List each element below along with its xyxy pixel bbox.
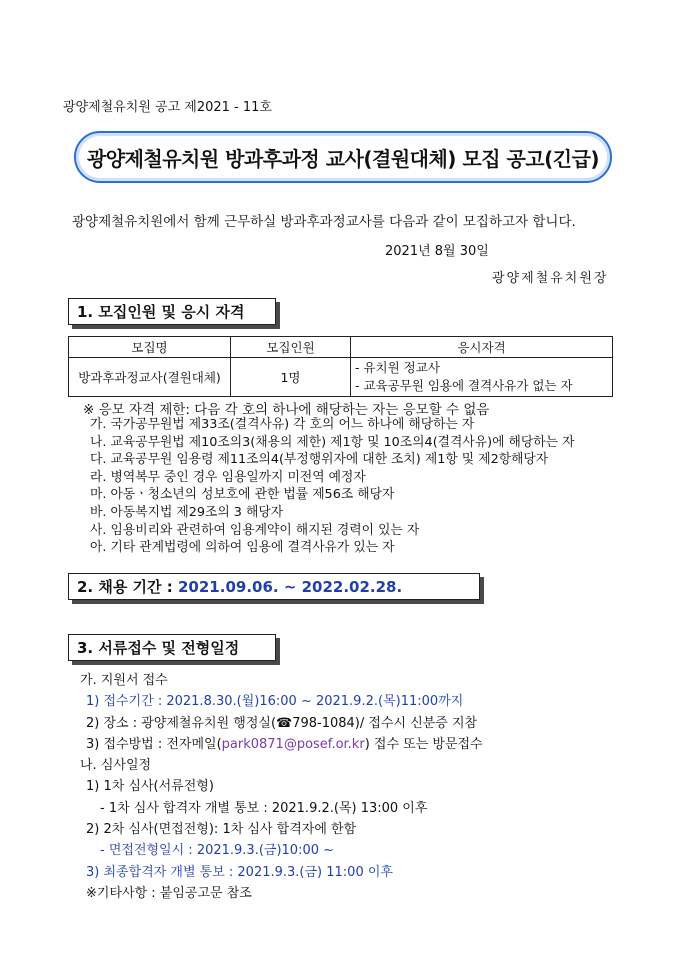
list-item: 나. 교육공무원법 제10조의3(채용의 제한) 제1항 및 10조의4(결격사유)에 해당하는 자	[90, 434, 575, 450]
table-row	[69, 358, 613, 397]
intro-text: 광양제철유치원에서 함께 근무하실 방과후과정교사를 다음과 같이 모집하고자 합니다.	[72, 214, 576, 230]
employment-period: 2021.09.06. ~ 2022.02.28.	[178, 578, 403, 596]
section2-heading-box	[68, 573, 480, 600]
recruitment-table	[68, 336, 613, 397]
table-header-cell: 모집인원	[231, 337, 351, 358]
list-item: 1) 접수기간 : 2021.8.30.(월)16:00 ~ 2021.9.2.(목)11:00까지	[86, 694, 464, 710]
list-item: 가. 국가공무원법 제33조(결격사유) 각 호의 어느 하나에 해당하는 자	[90, 417, 475, 432]
method-suffix: ) 접수 또는 방문접수	[364, 736, 483, 752]
schedule-block	[80, 670, 483, 904]
etc-note: ※기타사항 : 붙임공고문 참조	[86, 885, 252, 901]
notice-number: 광양제철유치원 공고 제2021 - 11호	[63, 100, 272, 115]
list-item: 아. 기타 관계법령에 의하여 임용에 결격사유가 있는 자	[90, 540, 395, 556]
list-item: 다. 교육공무원 임용령 제11조의4(부정행위자에 대한 조치) 제1항 및 제2항해당자	[90, 452, 549, 468]
list-item: 1) 1차 심사(서류전형)	[86, 779, 214, 795]
list-item	[80, 734, 483, 755]
list-item: - 면접전형일시 : 2021.9.3.(금)10:00 ~	[100, 843, 335, 859]
position-name-cell: 방과후과정교사(결원대체)	[69, 358, 231, 397]
table-header-cell: 응시자격	[351, 337, 613, 358]
restriction-list	[90, 416, 574, 557]
section1-heading: 1. 모집인원 및 응시 자격	[77, 303, 245, 321]
table-header-row	[69, 337, 613, 358]
list-item: - 1차 심사 합격자 개별 통보 : 2021.9.2.(목) 13:00 이후	[100, 800, 428, 816]
restriction-title: ※ 응모 자격 제한: 다음 각 호의 하나에 해당하는 자는 응모할 수 없음	[83, 402, 490, 418]
position-count-cell: 1명	[231, 358, 351, 397]
subheading-application: 가. 지원서 접수	[80, 673, 168, 688]
list-item: 마. 아동ㆍ청소년의 성보호에 관한 법률 제56조 해당자	[90, 487, 395, 503]
qualification-cell	[351, 358, 613, 397]
qualification-item: - 유치원 정교사	[355, 360, 440, 375]
list-item: 라. 병역복무 중인 경우 임용일까지 미전역 예정자	[90, 469, 366, 485]
section3-heading-box	[68, 634, 276, 661]
list-item: 바. 아동복지법 제29조의 3 해당자	[90, 504, 284, 520]
list-item: 사. 임용비리와 관련하여 임용계약이 해지된 경력이 있는 자	[90, 522, 420, 538]
notice-date: 2021년 8월 30일	[385, 244, 489, 259]
page-title: 광양제철유치원 방과후과정 교사(결원대체) 모집 공고(긴급)	[86, 146, 600, 171]
method-prefix: 3) 접수방법 : 전자메일(	[86, 736, 222, 752]
section1-heading-box	[68, 298, 276, 325]
subheading-review: 나. 심사일정	[80, 758, 152, 774]
section2-heading-label: 2. 채용 기간 :	[77, 578, 173, 596]
title-box	[74, 131, 612, 183]
qualification-item: - 교육공무원 임용에 결격사유가 없는 자	[355, 378, 573, 393]
list-item: 2) 2차 심사(면접전형): 1차 심사 합격자에 한함	[86, 822, 357, 838]
table-header-cell: 모집명	[69, 337, 231, 358]
section3-heading: 3. 서류접수 및 전형일정	[77, 639, 240, 657]
email-link[interactable]: park0871@posef.or.kr	[221, 736, 365, 752]
list-item: 2) 장소 : 광양제철유치원 행정실(☎798-1084)/ 접수시 신분증 지참	[86, 715, 478, 731]
issuer-name: 광양제철유치원장	[492, 271, 609, 286]
section2-heading	[77, 576, 402, 597]
list-item: 3) 최종합격자 개별 통보 : 2021.9.3.(금) 11:00 이후	[86, 864, 393, 880]
